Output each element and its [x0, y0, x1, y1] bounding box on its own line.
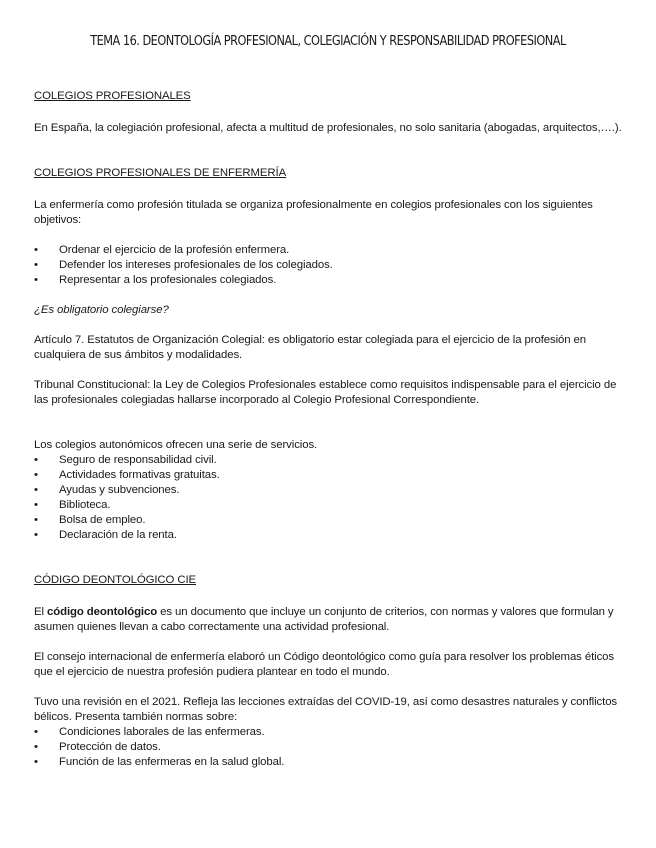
list-item: • Protección de datos. — [34, 740, 624, 755]
section-heading-codigo: CÓDIGO DEONTOLÓGICO CIE — [34, 574, 197, 586]
list-item: • Condiciones laborales de las enfermeras. — [34, 725, 624, 740]
paragraph-objetivos-intro: La enfermería como profesión titulada se organiza profesionalmente en colegios profesionales con los siguientes objetivos: — [34, 199, 593, 226]
paragraph-consejo: El consejo internacional de enfermería elaboró un Código deontológico como guía para resolver los problemas éticos que el ejercicio de nuestra profesión pudiera plantear en todo el mundo. — [34, 651, 614, 678]
paragraph-articulo-7: Artículo 7. Estatutos de Organización Colegial: es obligatorio estar colegiada para el ejercicio de la profesión en cualquiera de sus ámbitos y modalidades. — [34, 334, 587, 361]
list-item: • Defender los intereses profesionales de los colegiados. — [34, 258, 624, 273]
paragraph-tribunal: Tribunal Constitucional: la Ley de Colegios Profesionales establece como requisitos indispensable para el ejercicio de las profesionales colegiadas hallarse incorporado al Colegio Profesional Correspondiente. — [34, 379, 617, 406]
paragraph-colegiacion: En España, la colegiación profesional, afecta a multitud de profesionales, no solo sanitaria (abogadas, arquitectos,….). — [34, 122, 622, 134]
list-item: • Ordenar el ejercicio de la profesión enfermera. — [34, 243, 624, 258]
list-item: • Representar a los profesionales colegiados. — [34, 273, 624, 288]
paragraph-codigo-definicion: El código deontológico es un documento que incluye un conjunto de criterios, con normas y valores que formulan y asumen quienes llevan a cabo correctamente una actividad profesional. — [34, 606, 614, 633]
section-heading-enfermeria: COLEGIOS PROFESIONALES DE ENFERMERÍA — [34, 167, 287, 179]
list-item: • Ayudas y subvenciones. — [34, 483, 624, 498]
list-item: • Función de las enfermeras en la salud global. — [34, 755, 624, 770]
list-item: • Bolsa de empleo. — [34, 513, 624, 528]
question-obligatorio: ¿Es obligatorio colegiarse? — [34, 304, 169, 316]
document-title: TEMA 16. DEONTOLOGÍA PROFESIONAL, COLEGIACIÓN Y RESPONSABILIDAD PROFESIONAL — [90, 34, 566, 49]
servicios-list — [34, 453, 624, 543]
list-item: • Declaración de la renta. — [34, 528, 624, 543]
objetivos-list — [34, 243, 624, 288]
normas-list — [34, 725, 624, 770]
section-heading-colegios: COLEGIOS PROFESIONALES — [34, 90, 191, 102]
list-item: • Biblioteca. — [34, 498, 624, 513]
document-body — [34, 89, 624, 770]
list-item: • Actividades formativas gratuitas. — [34, 468, 624, 483]
paragraph-revision: Tuvo una revisión en el 2021. Refleja las lecciones extraídas del COVID-19, así como desastres naturales y conflictos bélicos. Presenta también normas sobre: — [34, 696, 618, 723]
paragraph-servicios-intro: Los colegios autonómicos ofrecen una serie de servicios. — [34, 439, 318, 451]
list-item: • Seguro de responsabilidad civil. — [34, 453, 624, 468]
